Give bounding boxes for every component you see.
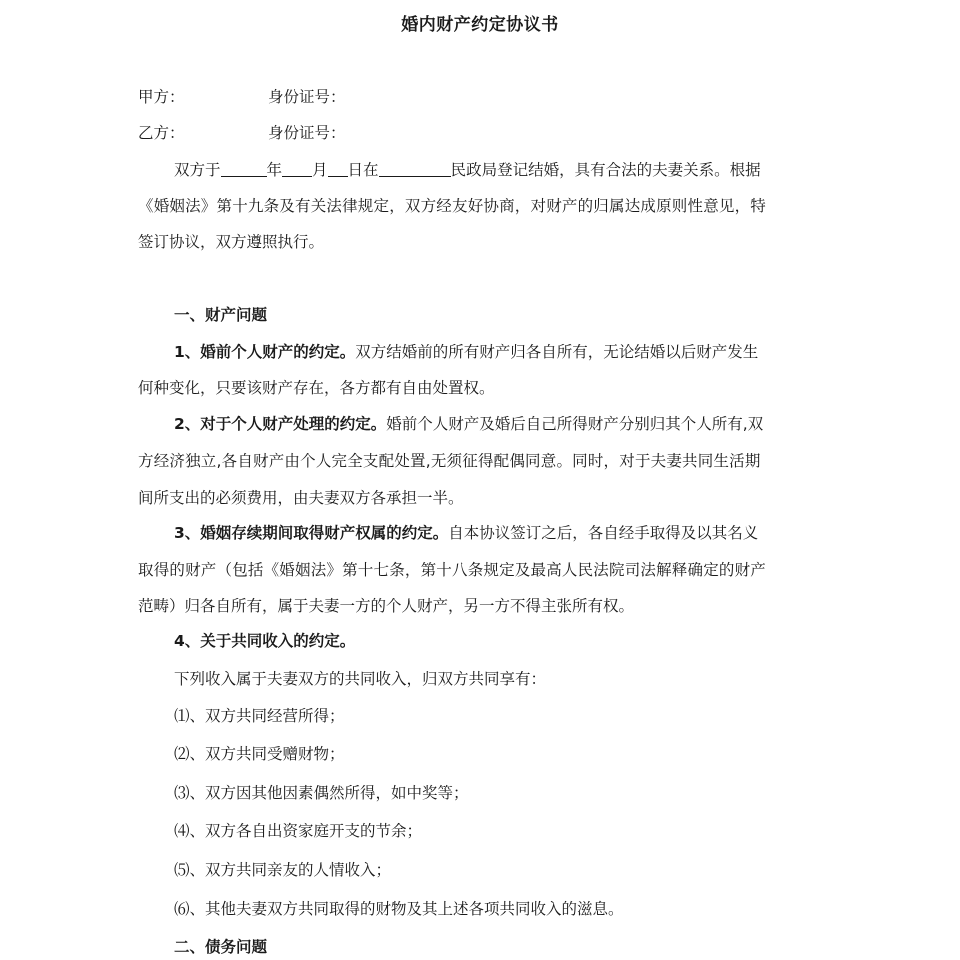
intro-text-5: 民政局登记结婚，具有合法的夫妻关系。根据 [450,161,761,179]
year-blank [221,160,267,177]
intro-text-3: 月 [312,161,328,179]
party-b-id-label: 身份证号： [268,124,346,142]
intro-text-4: 日在 [347,161,379,179]
clause-2-heading: 2、对于个人财产处理的约定。 [174,415,387,433]
clause-2-line-1 [174,413,763,435]
clause-3-line-1 [174,522,758,544]
intro-line-1 [174,159,761,181]
month-blank [282,160,312,177]
clause-1-line-2: 何种变化，只要该财产存在，各方都有自由处置权。 [138,379,495,397]
clause-4-intro: 下列收入属于夫妻双方的共同收入，归双方共同享有： [174,670,547,688]
income-item-2: ⑵、双方共同受赠财物； [174,745,345,763]
income-item-5: ⑸、双方共同亲友的人情收入； [174,861,392,879]
party-a-line [138,86,346,108]
party-a-label: 甲方： [138,88,185,106]
clause-3-line-2: 取得的财产（包括《婚姻法》第十七条，第十八条规定及最高人民法院司法解释确定的财产 [138,561,767,579]
day-blank [328,160,348,177]
clause-1-text-1: 双方结婚前的所有财产归各自所有，无论结婚以后财产发生 [355,343,759,361]
clause-1-heading: 1、婚前个人财产的约定。 [174,343,356,361]
clause-3-heading: 3、婚姻存续期间取得财产权属的约定。 [174,524,449,542]
party-b-label: 乙方： [138,124,185,142]
clause-1-line-1 [174,341,758,363]
clause-2-line-2: 方经济独立,各自财产由个人完全支配处置,无须征得配偶同意。同时，对于夫妻共同生活期 [138,452,761,470]
income-item-1: ⑴、双方共同经营所得； [174,707,345,725]
clause-4-heading: 4、关于共同收入的约定。 [174,632,356,650]
income-item-6: ⑹、其他夫妻双方共同取得的财物及其上述各项共同收入的滋息。 [174,900,624,918]
party-b-line [138,122,346,144]
section-heading-debt: 二、债务问题 [174,938,268,956]
clause-3-text-1: 自本协议签订之后，各自经手取得及以其名义 [448,524,759,542]
document-title: 婚内财产约定协议书 [401,15,559,35]
income-item-3: ⑶、双方因其他因素偶然所得，如中奖等； [174,784,469,802]
bureau-blank [379,160,451,177]
clause-2-line-3: 间所支出的必须费用，由夫妻双方各承担一半。 [138,489,464,507]
intro-line-2: 《婚姻法》第十九条及有关法律规定，双方经友好协商，对财产的归属达成原则性意见，特 [138,197,767,215]
section-heading-property: 一、财产问题 [174,306,268,324]
clause-2-text-1: 婚前个人财产及婚后自己所得财产分别归其个人所有,双 [386,415,764,433]
party-a-id-label: 身份证号： [268,88,346,106]
intro-line-3: 签订协议，双方遵照执行。 [138,233,325,251]
clause-3-line-3: 范畴）归各自所有，属于夫妻一方的个人财产，另一方不得主张所有权。 [138,597,635,615]
intro-text-2: 年 [266,161,283,179]
income-item-4: ⑷、双方各自出资家庭开支的节余； [174,822,423,840]
intro-text-1: 双方于 [174,161,221,179]
